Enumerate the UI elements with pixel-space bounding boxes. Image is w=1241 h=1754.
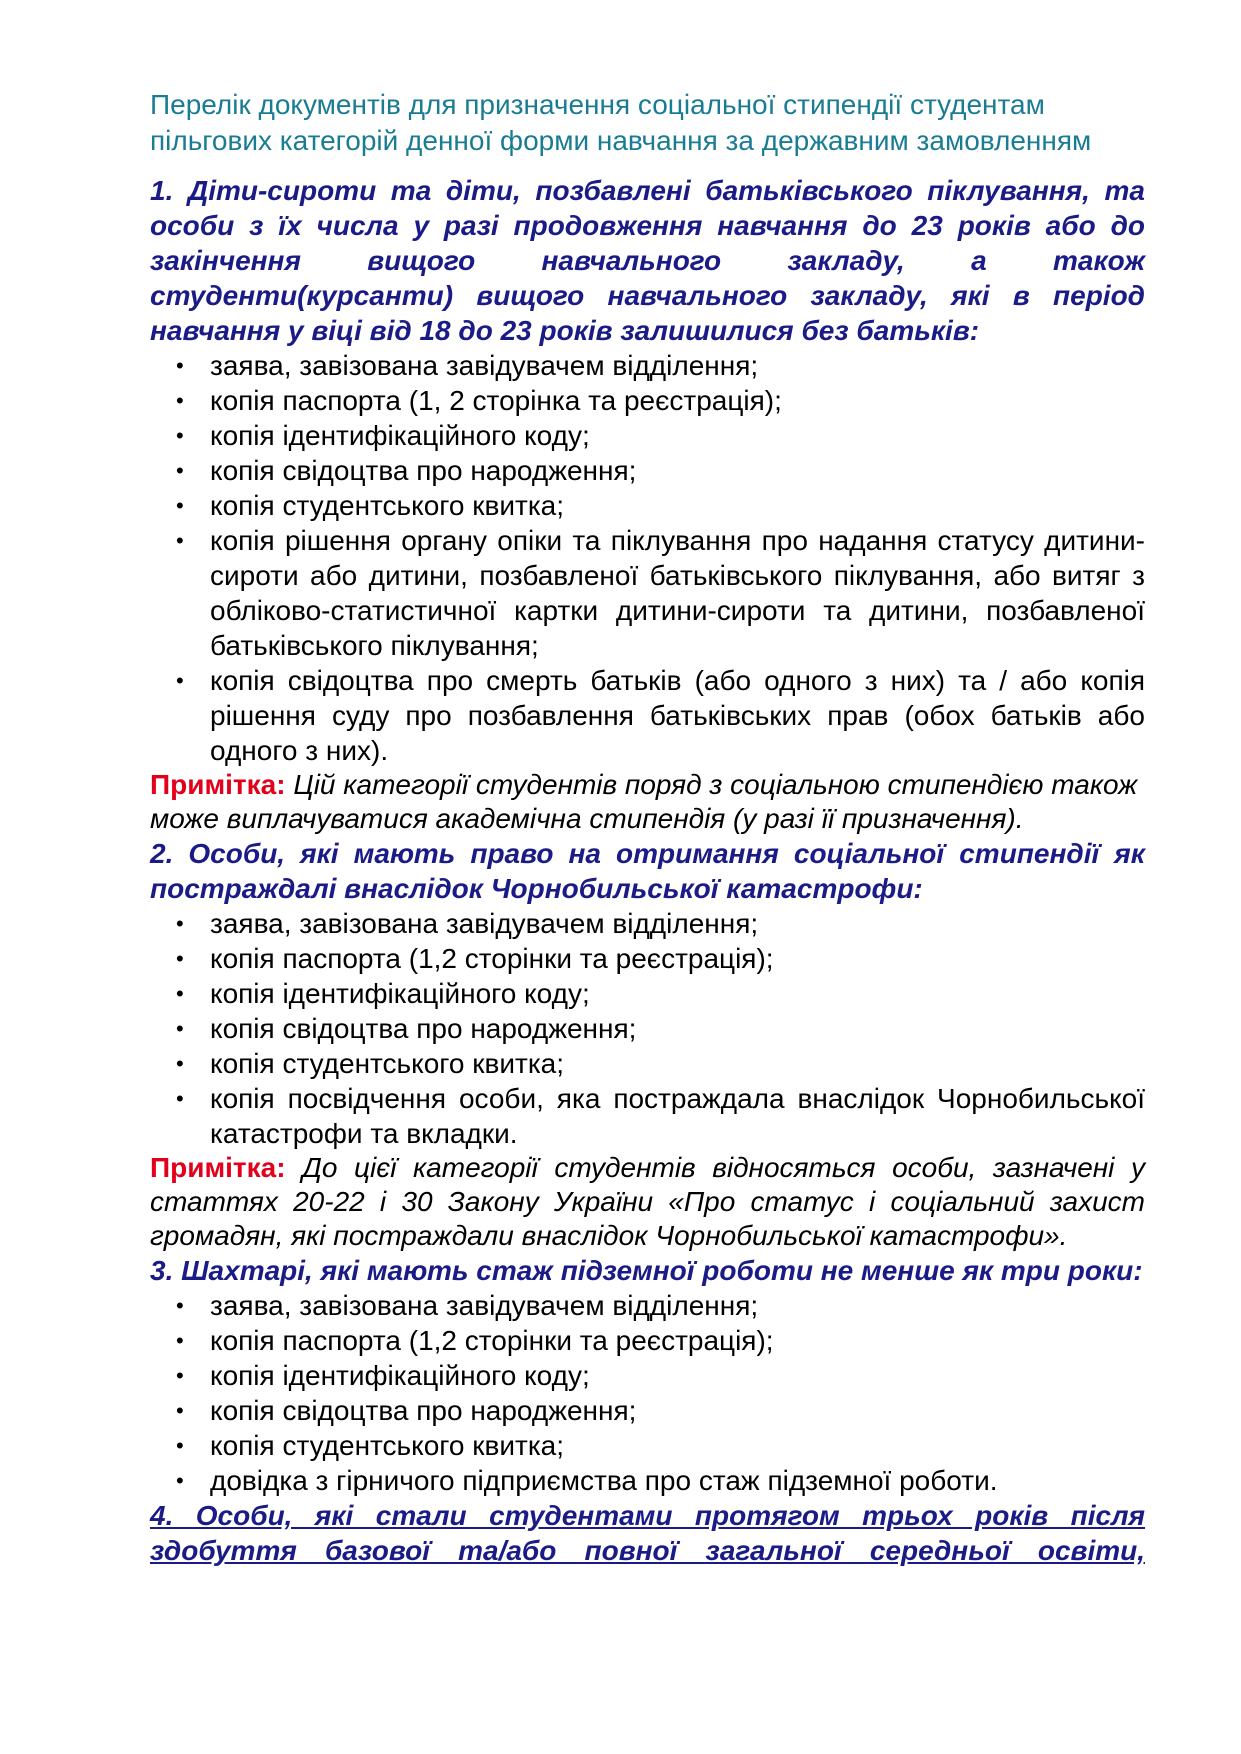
list-item [176,1358,1145,1393]
list-item-text: копія свідоцтва про народження; [210,455,637,486]
document-list [150,1288,1145,1498]
bullet-icon: • [176,353,184,378]
section-heading: 2. Особи, які мають право на отримання соціальної стипендії як постраждалі внаслідок Чорнобильської катастрофи: [150,838,1145,904]
list-item-text: копія рішення органу опіки та піклування про надання статусу дитини-сироти або дитини, позбавленої батьківського піклування, або витяг з обліково-статистичної картки дитини-сироти та дитини, позбавленої батьківського піклування; [210,525,1145,661]
list-item [176,1011,1145,1046]
bullet-icon: • [176,1328,184,1353]
list-item-text: копія паспорта (1,2 сторінки та реєстрація); [210,1325,774,1356]
note-label: Примітка: [150,769,286,800]
list-item [176,663,1145,768]
list-item-text: копія паспорта (1,2 сторінки та реєстрація); [210,943,774,974]
list-item-text: заява, завізована завідувачем відділення; [210,1290,759,1321]
list-item-text: копія студентського квитка; [210,490,565,521]
list-item-text: копія посвідчення особи, яка постраждала внаслідок Чорнобильської катастрофи та вкладки. [210,1083,1145,1149]
document-list [150,906,1145,1151]
list-item-text: копія свідоцтва про смерть батьків (або одного з них) та / або копія рішення суду про позбавлення батьківських прав (обох батьків або одного з них). [210,665,1145,766]
list-item [176,976,1145,1011]
note-text: До цієї категорії студентів відносяться особи, зазначені у статтях 20-22 і 30 Закону України «Про статус і соціальний захист громадян, які постраждали внаслідок Чорнобильської катастрофи». [150,1152,1145,1251]
bullet-icon: • [176,1293,184,1318]
bullet-icon: • [176,388,184,413]
bullet-icon: • [176,1016,184,1041]
bullet-icon: • [176,668,184,693]
list-item-text: копія ідентифікаційного коду; [210,420,590,451]
bullet-icon: • [176,1051,184,1076]
note [150,1151,1145,1253]
bullet-icon: • [176,981,184,1006]
list-item-text: копія свідоцтва про народження; [210,1013,637,1044]
list-item [176,941,1145,976]
list-item [176,1393,1145,1428]
list-item [176,1081,1145,1151]
list-item-text: довідка з гірничого підприємства про стаж підземної роботи. [210,1465,998,1496]
bullet-icon: • [176,1363,184,1388]
bullet-icon: • [176,1433,184,1458]
list-item [176,453,1145,488]
bullet-icon: • [176,493,184,518]
list-item-text: копія свідоцтва про народження; [210,1395,637,1426]
list-item [176,1288,1145,1323]
list-item-text: копія ідентифікаційного коду; [210,978,590,1009]
note-label: Примітка: [150,1152,286,1183]
bullet-icon: • [176,1086,184,1111]
section-orphans [150,173,1145,836]
section-heading: 1. Діти-сироти та діти, позбавлені батьківського піклування, та особи з їх числа у разі продовження навчання до 23 років або до закінчення вищого навчального закладу, а також студенти(курсанти) вищого навчального закладу, які в період навчання у віці від 18 до 23 років залишилися без батьків: [150,175,1145,346]
section-heading: 3. Шахтарі, які мають стаж підземної роботи не менше як три роки: [150,1255,1143,1286]
list-item-text: копія ідентифікаційного коду; [210,1360,590,1391]
bullet-icon: • [176,423,184,448]
note [150,768,1145,836]
list-item-text: заява, завізована завідувачем відділення; [210,908,759,939]
note-text: Цій категорії студентів поряд з соціальною стипендією також може виплачуватися академічна стипендія (у разі її призначення). [150,769,1138,834]
bullet-icon: • [176,528,184,553]
section-recent-graduates [150,1498,1145,1568]
list-item-text: копія паспорта (1, 2 сторінка та реєстрація); [210,385,782,416]
section-chornobyl [150,836,1145,1253]
section-heading: 4. Особи, які стали студентами протягом трьох років після здобуття базової та/або повної загальної середньої освіти, [150,1500,1145,1566]
document-list [150,348,1145,768]
list-item [176,1323,1145,1358]
list-item [176,523,1145,663]
bullet-icon: • [176,1468,184,1493]
list-item [176,906,1145,941]
bullet-icon: • [176,911,184,936]
list-item [176,488,1145,523]
list-item-text: копія студентського квитка; [210,1430,565,1461]
list-item [176,383,1145,418]
list-item [176,418,1145,453]
bullet-icon: • [176,458,184,483]
list-item-text: заява, завізована завідувачем відділення; [210,350,759,381]
bullet-icon: • [176,946,184,971]
document-title: Перелік документів для призначення соціальної стипендії студентам пільгових категорій денної форми навчання за державним замовленням [150,89,1092,156]
list-item [176,1428,1145,1463]
bullet-icon: • [176,1398,184,1423]
list-item [176,1463,1145,1498]
list-item [176,348,1145,383]
section-miners [150,1253,1145,1498]
list-item [176,1046,1145,1081]
list-item-text: копія студентського квитка; [210,1048,565,1079]
